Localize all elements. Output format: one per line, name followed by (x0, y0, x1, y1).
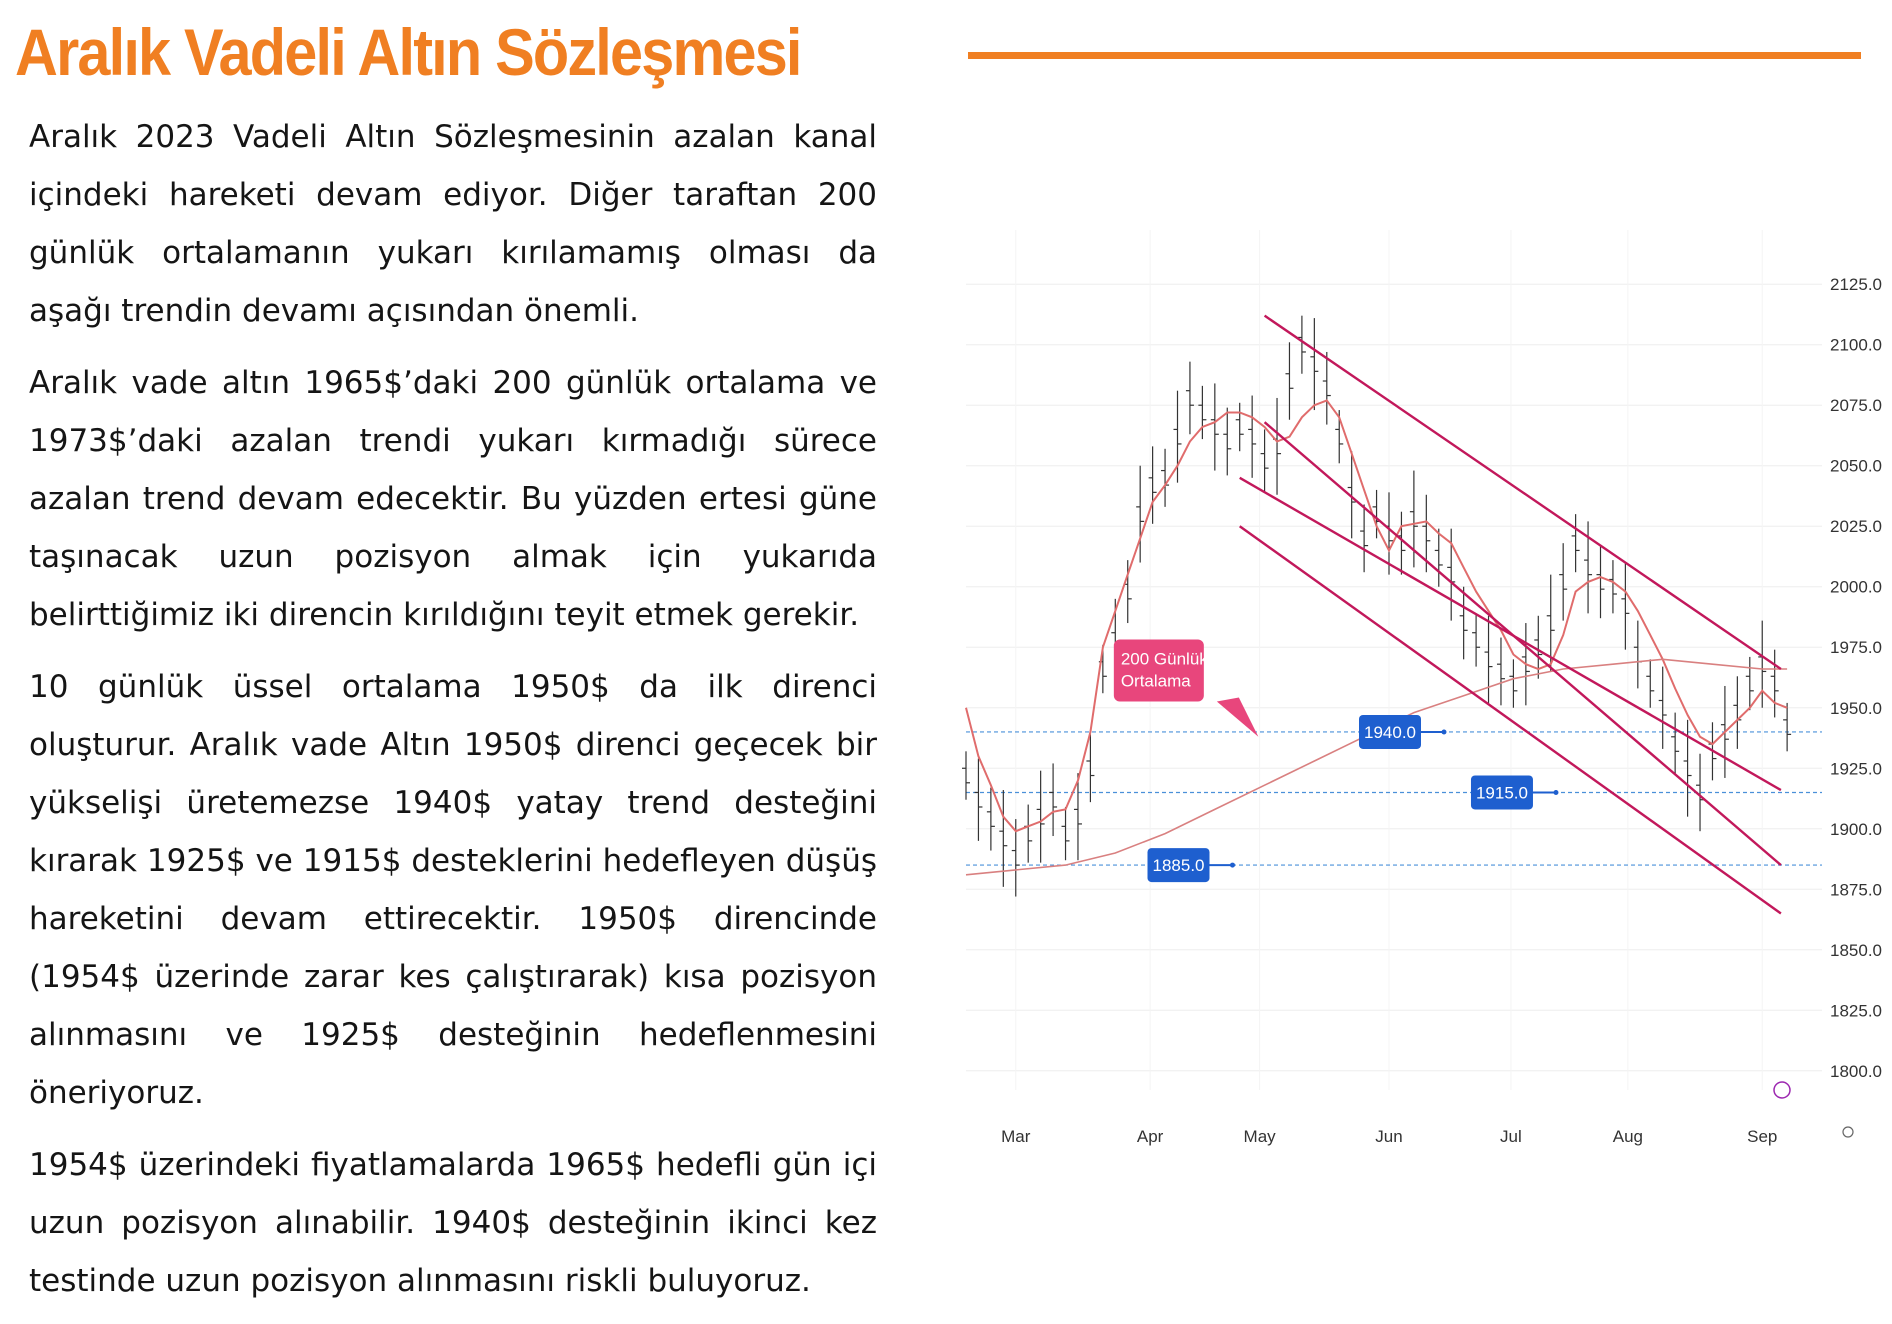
annotation-text: 200 Günlük (1120, 649, 1208, 669)
y-tick-label: 1925.0 (1830, 759, 1882, 779)
price-bar (987, 788, 995, 851)
price-bar (1273, 398, 1281, 495)
gold-futures-chart (962, 230, 1882, 1160)
price-bar (1572, 514, 1580, 572)
price-bar (1597, 546, 1605, 619)
y-tick-label: 2000.0 (1830, 577, 1882, 597)
price-bar (1733, 676, 1741, 749)
price-bar (1285, 342, 1293, 419)
price-bar (1671, 713, 1679, 776)
price-bar (1435, 529, 1443, 587)
y-tick-label: 1975.0 (1830, 638, 1882, 658)
y-tick-label: 2100.0 (1830, 335, 1882, 355)
ma200-annotation (1114, 639, 1259, 736)
sma200-line (966, 659, 1787, 875)
paragraph-4: 1954$ üzerindeki fiyatlamalarda 1965$ hedefli gün içi uzun pozisyon alınabilir. 1940$ desteğinin ikinci kez testinde uzun pozisyon alınmasını riskli buluyoruz. (29, 1147, 877, 1299)
article-body (29, 108, 877, 1324)
price-bar (1024, 805, 1032, 863)
y-tick-label: 2075.0 (1830, 396, 1882, 416)
y-tick-label: 1875.0 (1830, 880, 1882, 900)
x-tick-label: Sep (1747, 1127, 1778, 1146)
annotation-pointer (1217, 697, 1259, 736)
price-bar (1161, 449, 1169, 507)
y-tick-label: 1950.0 (1830, 698, 1882, 718)
y-tick-label: 1900.0 (1830, 819, 1882, 839)
settings-icon (1843, 1127, 1853, 1137)
level-label-text: 1915.0 (1475, 783, 1528, 803)
page-title: Aralık Vadeli Altın Sözleşmesi (15, 15, 801, 89)
level-label-1940.0 (1359, 715, 1447, 749)
chart-canvas (962, 230, 1882, 1160)
price-bar (1037, 771, 1045, 863)
x-tick-label: May (1243, 1127, 1276, 1146)
channel-line-3 (1240, 526, 1781, 913)
x-tick-label: Jul (1500, 1127, 1522, 1146)
y-tick-label: 1850.0 (1830, 940, 1882, 960)
y-tick-label: 2025.0 (1830, 517, 1882, 537)
y-tick-label: 2050.0 (1830, 456, 1882, 476)
price-bar (1460, 587, 1468, 660)
level-label-dot (1230, 863, 1235, 868)
level-label-1885.0 (1148, 848, 1236, 882)
x-tick-label: Aug (1612, 1127, 1643, 1146)
price-bar (1472, 613, 1480, 666)
paragraph-2: Aralık vade altın 1965$’daki 200 günlük ortalama ve 1973$’daki azalan trendi yukarı kırmadığı sürece azalan trend devam edecektir. Bu yüzden ertesi güne taşınacak uzun pozisyon almak için yukarıda belirttiğimiz iki direncin kırıldığını teyit etmek gerekir. (29, 365, 877, 633)
price-bar (1310, 318, 1318, 410)
title-divider (968, 52, 1861, 59)
x-tick-label: Mar (1001, 1127, 1031, 1146)
price-bar (1485, 616, 1493, 703)
y-tick-label: 1800.0 (1830, 1061, 1882, 1081)
price-bar (1211, 383, 1219, 470)
y-tick-label: 2125.0 (1830, 275, 1882, 295)
price-bar (1261, 429, 1269, 492)
price-bar (1124, 560, 1132, 623)
bolt-icon (1774, 1082, 1790, 1098)
level-label-text: 1940.0 (1364, 722, 1416, 742)
level-label-dot (1553, 790, 1558, 795)
price-bar (1186, 362, 1194, 435)
x-tick-label: Jun (1375, 1127, 1403, 1146)
ema10-line (966, 400, 1787, 831)
annotation-text: Ortalama (1120, 671, 1191, 691)
price-bar (999, 790, 1007, 887)
channel-line-0 (1265, 316, 1781, 669)
level-label-dot (1442, 729, 1447, 734)
channel-line-2 (1240, 478, 1781, 790)
price-bar (1746, 657, 1754, 710)
price-bar (1646, 659, 1654, 707)
price-bar (1049, 763, 1057, 836)
paragraph-3: 10 günlük üssel ortalama 1950$ da ilk direnci oluşturur. Aralık vade Altın 1950$ direnci geçecek bir yükselişi üretemezse 1940$ yatay trend desteğini kırarak 1925$ ve 1915$ desteklerini hedefleyen düşüş hareketini devam ettirecektir. 1950$ direncinde (1954$ üzerinde zarar kes çalıştırarak) kısa pozisyon alınmasını ve 1925$ desteğinin hedeflenmesini öneriyoruz. (29, 669, 877, 1111)
price-bar (1236, 403, 1244, 451)
price-bar (1783, 703, 1791, 751)
price-bar (1323, 352, 1331, 425)
price-bar (1559, 543, 1567, 620)
y-tick-label: 1825.0 (1830, 1001, 1882, 1021)
price-bar (1062, 807, 1070, 860)
paragraph-1: Aralık 2023 Vadeli Altın Sözleşmesinin azalan kanal içindeki hareketi devam ediyor. Diğer taraftan 200 günlük ortalamanın yukarı kırılamamış olması da aşağı trendin devamı açısından önemli. (29, 119, 877, 329)
x-tick-label: Apr (1136, 1127, 1164, 1146)
level-label-text: 1885.0 (1152, 856, 1205, 876)
price-bar (1360, 504, 1368, 572)
level-label-1915.0 (1471, 775, 1559, 809)
price-bar (1634, 621, 1642, 689)
